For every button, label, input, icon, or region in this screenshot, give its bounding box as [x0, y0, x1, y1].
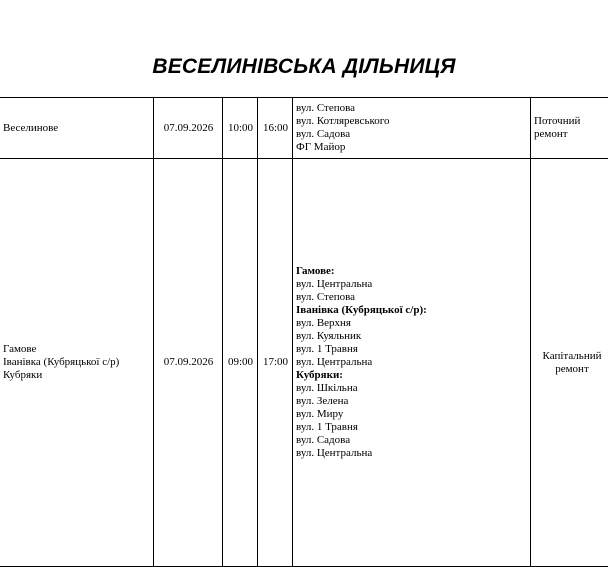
street-item: вул. 1 Травня: [296, 421, 528, 434]
street-item: вул. Зелена: [296, 395, 528, 408]
settlement-name: Іванівка (Кубряцької с/р): [3, 356, 151, 369]
street-item: вул. 1 Травня: [296, 343, 528, 356]
street-item: вул. Куяльник: [296, 330, 528, 343]
settlement-cell: [0, 98, 154, 159]
settlement-name: Кубряки: [3, 369, 151, 382]
street-item: ФГ Майор: [296, 141, 528, 154]
table-row: [0, 98, 608, 159]
street-item: вул. Садова: [296, 434, 528, 447]
settlement-cell: [0, 159, 154, 567]
settlement-heading: Іванівка (Кубряцької с/р):: [296, 304, 528, 317]
work-type-cell: [531, 98, 608, 159]
street-item: вул. Верхня: [296, 317, 528, 330]
work-type-cell: [531, 159, 608, 567]
start-time-cell: 10:00: [223, 98, 258, 159]
work-type-line: ремонт: [534, 363, 608, 376]
end-time-cell: 17:00: [258, 159, 293, 567]
street-item: вул. Центральна: [296, 356, 528, 369]
settlement-name: Гамове: [3, 343, 151, 356]
street-item: вул. Шкільна: [296, 382, 528, 395]
settlement-name: Веселинове: [3, 122, 151, 135]
street-item: вул. Миру: [296, 408, 528, 421]
street-item: вул. Центральна: [296, 447, 528, 460]
date-cell: 07.09.2026: [154, 98, 223, 159]
page-title: ВЕСЕЛИНІВСЬКА ДІЛЬНИЦЯ: [0, 55, 608, 79]
table-row: [0, 159, 608, 567]
work-type-line: Капітальний: [534, 350, 608, 363]
streets-cell: [293, 98, 531, 159]
settlement-heading: Гамове:: [296, 265, 528, 278]
street-item: вул. Степова: [296, 291, 528, 304]
date-cell: 07.09.2026: [154, 159, 223, 567]
end-time-cell: 16:00: [258, 98, 293, 159]
street-item: вул. Садова: [296, 128, 528, 141]
work-type-line: Поточний: [534, 115, 608, 128]
streets-cell: [293, 159, 531, 567]
street-item: вул. Котляревського: [296, 115, 528, 128]
settlement-heading: Кубряки:: [296, 369, 528, 382]
street-item: вул. Степова: [296, 102, 528, 115]
street-item: вул. Центральна: [296, 278, 528, 291]
work-type-line: ремонт: [534, 128, 608, 141]
outage-schedule-table: [0, 97, 608, 567]
start-time-cell: 09:00: [223, 159, 258, 567]
